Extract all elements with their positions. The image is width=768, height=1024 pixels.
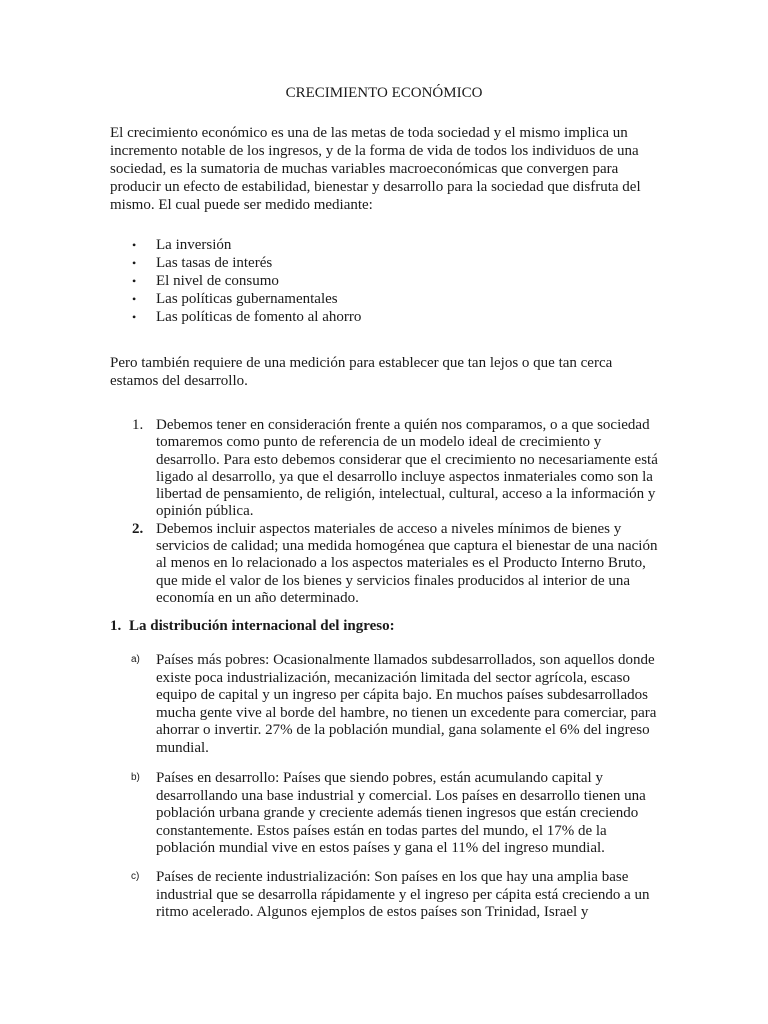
list-marker: c) — [131, 871, 140, 882]
bullet-icon: • — [132, 310, 137, 324]
bullet-icon: • — [132, 238, 137, 252]
bullet-icon: • — [132, 292, 137, 306]
list-item: • La inversión — [132, 237, 232, 253]
list-item-text: Países en desarrollo: Países que siendo pobres, están acumulando capital y desarrollando una base industrial y comercial. Los países en desarrollo tienen una población urbana grande y creciente además tienen ingresos que están creciendo constantemente. Estos países están en todas partes del mundo, el 17% de la población mundial vive en estos países y gana el 11% del ingreso mundial. — [156, 770, 646, 857]
list-item — [110, 770, 660, 858]
list-item: • El nivel de consumo — [132, 273, 279, 289]
list-item — [110, 652, 660, 758]
list-item-text: Países más pobres: Ocasionalmente llamados subdesarrollados, son aquellos donde existe poca industrialización, mecanización limitada del sector agrícola, escaso equipo de capital y un ingreso per cápita bajo. En muchos países subdesarrollados mucha gente vive al borde del hambre, no tienen un excedente para comerciar, para ahorrar o invertir. 27% de la población mundial, gana solamente el 6% del ingreso mundial. — [156, 652, 657, 756]
list-item: 2. Debemos incluir aspectos materiales de acceso a niveles mínimos de bienes y servicios de calidad; una medida homogénea que captura el bienestar de una nación al menos en lo relacionado a los aspectos materiales es el Producto Interno Bruto, que mide el valor de los bienes y servicios finales producidos al interior de una economía en un año determinado. — [132, 520, 658, 606]
list-marker: a) — [131, 654, 140, 665]
numbered-list — [110, 417, 660, 607]
intro-paragraph: El crecimiento económico es una de las metas de toda sociedad y el mismo implica un incremento notable de los ingresos, y de la forma de vida de todos los individuos de una sociedad, es la sumatoria de muchas variables macroeconómicas que convergen para producir un efecto de estabilidad, bienestar y desarrollo para la sociedad que disfruta del mismo. El cual puede ser medido mediante: — [110, 125, 641, 213]
list-item: • Las políticas de fomento al ahorro — [132, 309, 362, 325]
bullet-icon: • — [132, 274, 137, 288]
measurement-paragraph: Pero también requiere de una medición para establecer que tan lejos o que tan cerca estamos del desarrollo. — [110, 355, 613, 389]
bullet-icon: • — [132, 256, 137, 270]
list-marker: 2. — [132, 520, 144, 537]
section-heading — [110, 617, 395, 635]
document-title: CRECIMIENTO ECONÓMICO — [285, 85, 483, 101]
section-number: 1. — [110, 618, 122, 634]
list-item: • Las políticas gubernamentales — [132, 291, 338, 307]
list-item: 1. Debemos tener en consideración frente a quién nos comparamos, o a que sociedad tomaremos como punto de referencia de un modelo ideal de crecimiento y desarrollo. Para esto debemos considerar que el crecimiento no necesariamente está ligado al desarrollo, ya que el desarrollo incluye aspectos inmateriales como son la libertad de pensamiento, de religión, intelectual, cultural, acceso a la información y opinión pública. — [132, 417, 658, 520]
list-marker: 1. — [132, 417, 144, 433]
bullet-list — [110, 236, 610, 326]
list-marker: b) — [131, 772, 140, 783]
list-item: • Las tasas de interés — [132, 255, 273, 271]
section-heading-text: La distribución internacional del ingreso: — [129, 618, 395, 634]
list-item — [110, 869, 660, 922]
list-item-text: Países de reciente industrialización: Son países en los que hay una amplia base industrial que se desarrolla rápidamente y el ingreso per cápita está creciendo a un ritmo acelerado. Algunos ejemplos de estos países son Trinidad, Israel y — [156, 869, 650, 921]
